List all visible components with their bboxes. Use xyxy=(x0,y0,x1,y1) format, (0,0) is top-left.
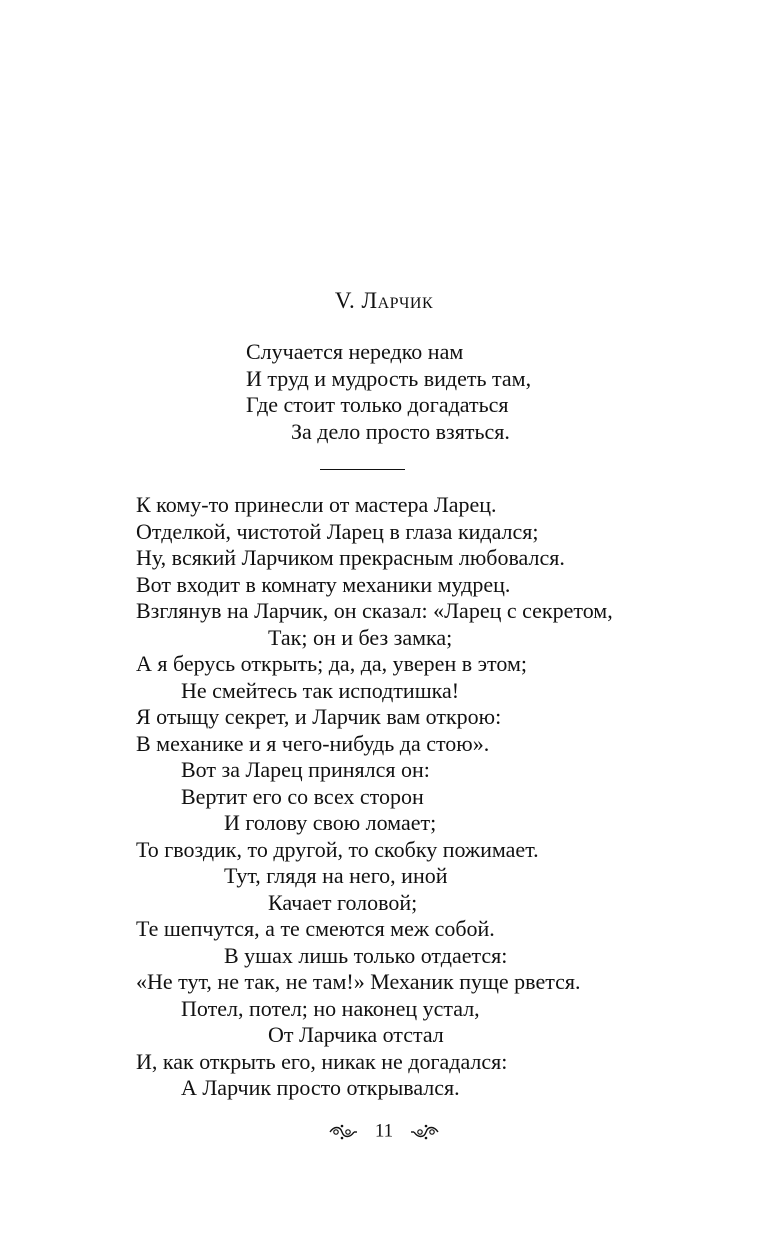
page-footer xyxy=(0,1120,768,1143)
poem-body xyxy=(136,492,613,1102)
epigraph-line: Где стоит только догадаться xyxy=(246,392,509,417)
flourish-right-icon xyxy=(410,1121,440,1143)
poem-line: Вот за Ларец принялся он: xyxy=(181,757,430,782)
poem-line: И, как открыть его, никак не догадался: xyxy=(136,1048,508,1074)
poem-line: Я отыщу секрет, и Ларчик вам открою: xyxy=(136,704,502,729)
poem-line: «Не тут, не так, не там!» Механик пуще рвется. xyxy=(136,969,581,994)
poem-line: Вертит его со всех сторон xyxy=(181,783,424,809)
poem-line: Отделкой, чистотой Ларец в глаза кидался; xyxy=(136,518,539,544)
poem-line: Не смейтесь так исподтишка! xyxy=(181,677,460,703)
page-number: 11 xyxy=(374,1120,394,1142)
poem-line: Потел, потел; но наконец устал, xyxy=(181,995,480,1021)
poem-line: От Ларчика отстал xyxy=(268,1022,444,1047)
poem-line: В механике и я чего-нибудь да стою». xyxy=(136,730,490,756)
epigraph xyxy=(246,339,531,445)
section-divider xyxy=(320,469,405,470)
poem-line: То гвоздик, то другой, то скобку пожимает. xyxy=(136,836,539,862)
poem-line: Качает головой; xyxy=(268,889,418,915)
flourish-left-icon xyxy=(328,1121,358,1143)
poem-line: Те шепчутся, а те смеются меж собой. xyxy=(136,916,495,941)
poem-line: А Ларчик просто открывался. xyxy=(181,1075,460,1100)
poem-line: Взглянув на Ларчик, он сказал: «Ларец с секретом, xyxy=(136,598,613,623)
poem-line: Так; он и без замка; xyxy=(268,624,453,650)
poem-line: Тут, глядя на него, иной xyxy=(224,863,448,888)
poem-line: И голову свою ломает; xyxy=(224,810,437,835)
poem-line: К кому-то принесли от мастера Ларец. xyxy=(136,492,497,517)
chapter-title: V. Ларчик xyxy=(334,288,434,313)
poem-line: Ну, всякий Ларчиком прекрасным любовался. xyxy=(136,545,565,570)
poem-line: А я берусь открыть; да, да, уверен в этом; xyxy=(136,651,527,676)
poem-line: Вот входит в комнату механики мудрец. xyxy=(136,571,511,597)
epigraph-line: Случается нередко нам xyxy=(246,339,464,364)
poem-line: В ушах лишь только отдается: xyxy=(224,942,508,968)
epigraph-line: И труд и мудрость видеть там, xyxy=(246,365,532,391)
epigraph-line: За дело просто взяться. xyxy=(291,418,510,444)
